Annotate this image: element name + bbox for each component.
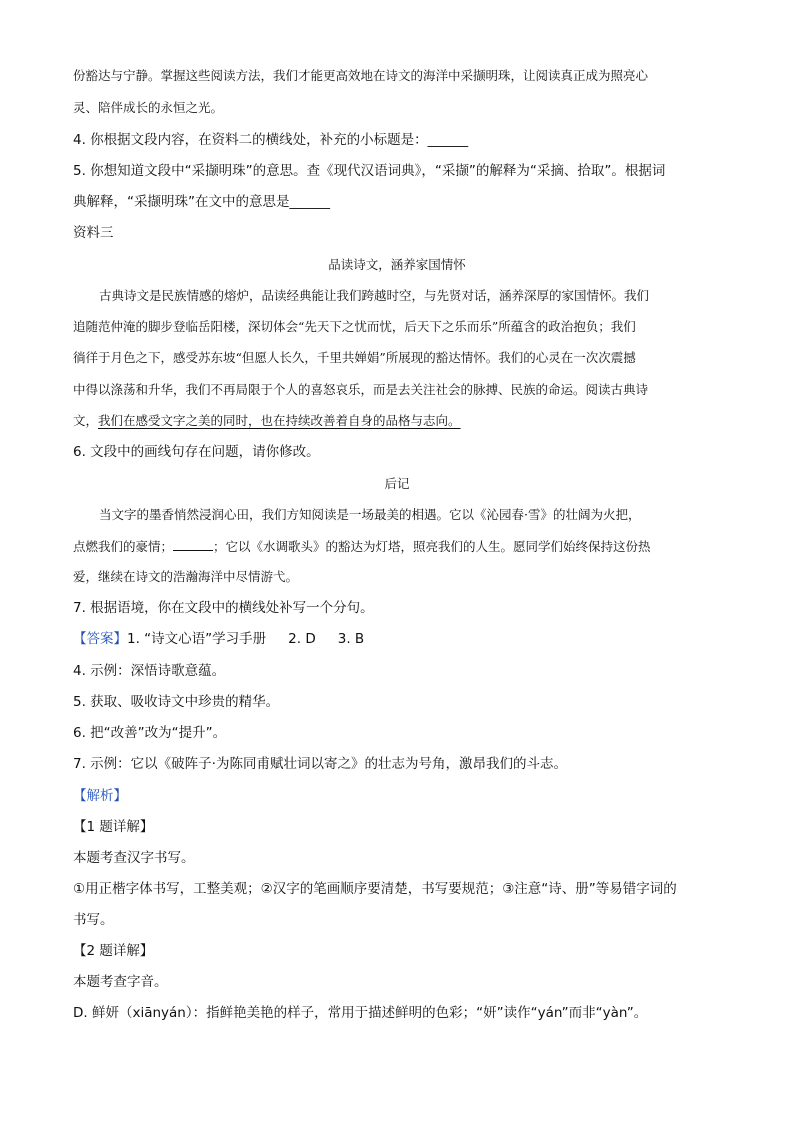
detail-2-text: 本题考查字音。 [73,974,168,990]
question-5-line-2: 典解释，“采撷明珠”在文中的意思是______ [73,194,330,210]
afterword-title: 后记 [384,476,410,491]
paragraph-line: 中得以涤荡和升华，我们不再局限于个人的喜怒哀乐，而是去关注社会的脉搏、民族的命运。阅读古典诗 [73,382,649,397]
question-7: 7. 根据语境，你在文段中的横线处补写一个分句。 [73,600,374,616]
detail-2-heading: 【2 题详解】 [73,943,154,959]
question-4: 4. 你根据文段内容，在资料二的横线处，补充的小标题是：______ [73,132,469,148]
analysis-tag: 【解析】 [73,788,127,804]
paragraph-line: 追随范仲淹的脚步登临岳阳楼，深切体会“先天下之忧而忧，后天下之乐而乐”所蕴含的政治抱负；我们 [73,319,636,334]
detail-1-text: 本题考查汉字书写。 [73,850,195,866]
answer-6: 6. 把“改善”改为“提升”。 [73,725,227,741]
paragraph-line [73,411,461,431]
detail-1-heading: 【1 题详解】 [73,819,154,835]
material-3-title: 品读诗文，涵养家国情怀 [328,257,466,272]
text-line: 灵、陪伴成长的永恒之光。 [73,100,224,115]
underlined-sentence: 我们在感受文字之美的同时，也在持续改善着自身的品格与志向。 [98,413,461,428]
answer-5: 5. 获取、吸收诗文中珍贵的精华。 [73,694,280,710]
question-5-line-1: 5. 你想知道文段中“采撷明珠”的意思。查《现代汉语词典》，“采撷”的解释为“采摘、拾取”。根据词 [73,163,666,179]
answer-1: 1. “诗文心语”学习手册 [127,631,267,647]
answer-7: 7. 示例：它以《破阵子·为陈同甫赋壮词以寄之》的壮志为号角，激昂我们的斗志。 [73,756,567,772]
detail-1-text: 书写。 [73,912,114,928]
paragraph-line-start: 文， [73,413,99,428]
detail-1-text: ①用正楷字体书写，工整美观；②汉字的笔画顺序要清楚，书写要规范；③注意“诗、册”等易错字词的 [73,881,677,897]
afterword-line: 当文字的墨香悄然浸润心田，我们方知阅读是一场最美的相遇。它以《沁园春·雪》的壮阔为火把， [99,507,641,522]
afterword-line [73,536,651,557]
detail-2-text: D. 鲜妍（xiānyán）：指鲜艳美艳的样子，常用于描述鲜明的色彩；“妍”读作“yán”而非“yàn”。 [73,1005,648,1021]
afterword-line-end: ；它以《水调歌头》的豁达为灯塔，照亮我们的人生。愿同学们始终保持这份热 [213,539,651,554]
question-6: 6. 文段中的画线句存在问题，请你修改。 [73,444,320,460]
paragraph-line: 古典诗文是民族情感的熔炉，品读经典能让我们跨越时空，与先贤对话，涵养深厚的家国情怀。我们 [99,288,650,303]
material-3-heading: 资料三 [73,225,114,241]
paragraph-line: 徜徉于月色之下，感受苏东坡“但愿人长久，千里共婵娟”所展现的豁达情怀。我们的心灵在一次次震撼 [73,350,636,365]
answer-tag: 【答案】 [73,631,127,647]
afterword-line: 爱，继续在诗文的浩瀚海洋中尽情游弋。 [73,569,299,584]
afterword-line-start: 点燃我们的豪情； [73,539,174,554]
answer-4: 4. 示例：深悟诗歌意蕴。 [73,663,226,679]
answer-row [73,629,364,649]
fill-blank [173,536,213,551]
text-line: 份豁达与宁静。掌握这些阅读方法，我们才能更高效地在诗文的海洋中采撷明珠，让阅读真正成为照亮心 [73,68,649,83]
answer-2: 2. D [288,631,316,647]
answer-3: 3. B [337,631,365,647]
